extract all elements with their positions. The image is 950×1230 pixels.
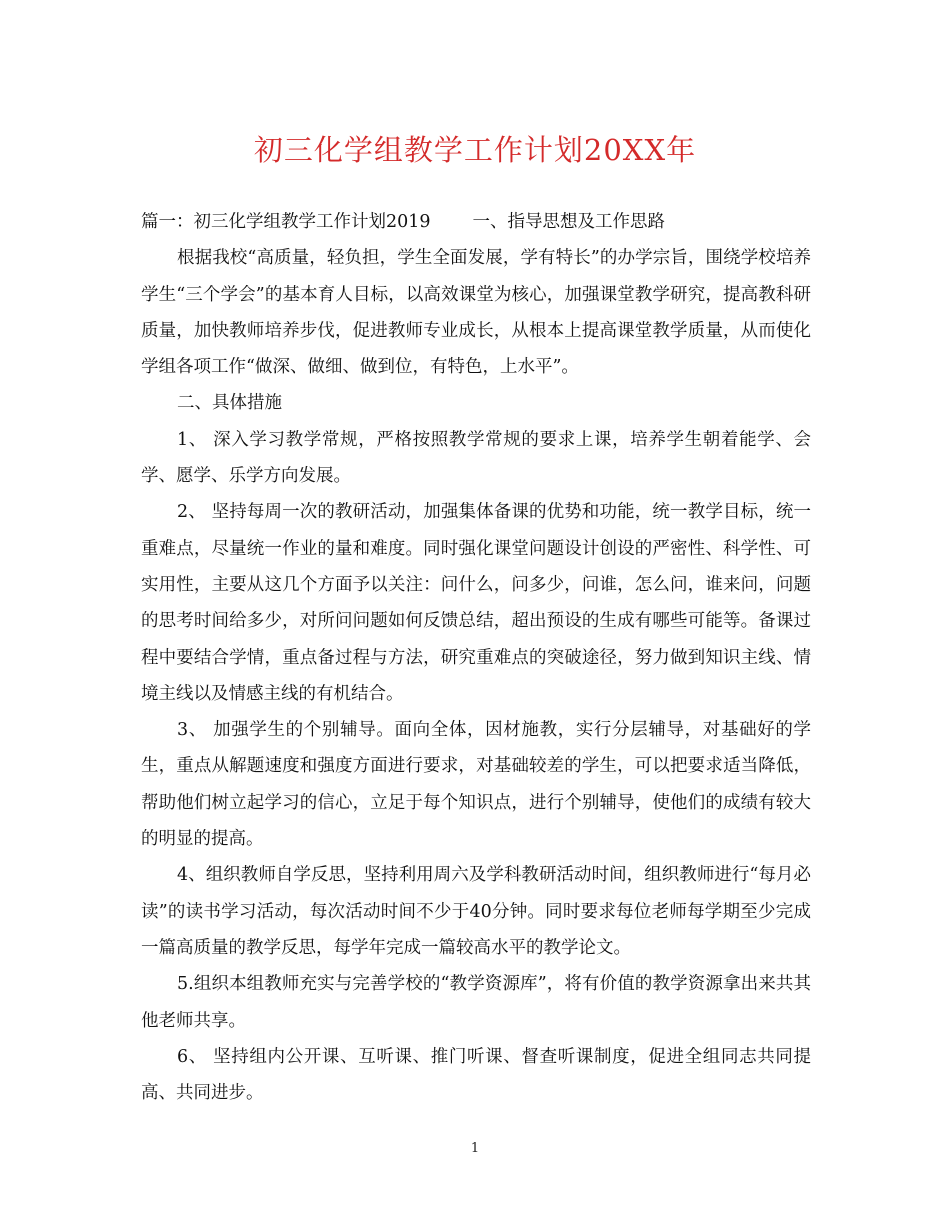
paragraph-measure-4: 4、组织教师自学反思，坚持利用周六及学科教研活动时间，组织教师进行“每月必读”的读书学习活动，每次活动时间不少于40分钟。同时要求每位老师每学期至少完成一篇高质量的教学反思，每学年完成一篇较高水平的教学论文。 (141, 865, 811, 958)
paragraph-measure-6: 6、 坚持组内公开课、互听课、推门听课、督查听课制度，促进全组同志共同提高、共同进步。 (141, 1046, 811, 1104)
paragraph-measure-1: 1、 深入学习教学常规，严格按照教学常规的要求上课，培养学生朝着能学、会学、愿学、乐学方向发展。 (141, 429, 811, 487)
document-title: 初三化学组教学工作计划20XX年 (253, 133, 697, 167)
header-left-text: 篇一：初三化学组教学工作计划2019 (141, 212, 431, 232)
section-header-line (141, 204, 811, 240)
paragraph-measure-5: 5.组织本组教师充实与完善学校的“教学资源库”，将有价值的教学资源拿出来共其他老师共享。 (141, 974, 811, 1031)
document-body (141, 204, 811, 1111)
page-number: 1 (470, 1141, 480, 1156)
section-heading-measures: 二、具体措施 (177, 393, 282, 414)
header-right-text: 一、指导思想及工作思路 (472, 212, 666, 232)
paragraph-measure-2: 2、 坚持每周一次的教研活动，加强集体备课的优势和功能，统一教学目标，统一重难点，尽量统一作业的量和难度。同时强化课堂问题设计创设的严密性、科学性、可实用性，主要从这几个方面予以关注：问什么，问多少，问谁，怎么问，谁来问，问题的思考时间给多少，对所问问题如何反馈总结，超出预设的生成有哪些可能等。备课过程中要结合学情，重点备过程与方法，研究重难点的突破途径，努力做到知识主线、情境主线以及情感主线的有机结合。 (141, 502, 811, 704)
paragraph-guiding-thought: 根据我校“高质量，轻负担，学生全面发展，学有特长”的办学宗旨，围绕学校培养学生“三个学会”的基本育人目标，以高效课堂为核心，加强课堂教学研究，提高教科研质量，加快教师培养步伐，促进教师专业成长，从根本上提高课堂教学质量，从而使化学组各项工作“做深、做细、做到位，有特色，上水平”。 (141, 248, 811, 378)
paragraph-measure-3: 3、 加强学生的个别辅导。面向全体，因材施教，实行分层辅导，对基础好的学生，重点从解题速度和强度方面进行要求，对基础较差的学生，可以把要求适当降低，帮助他们树立起学习的信心，立足于每个知识点，进行个别辅导，使他们的成绩有较大的明显的提高。 (141, 720, 811, 850)
